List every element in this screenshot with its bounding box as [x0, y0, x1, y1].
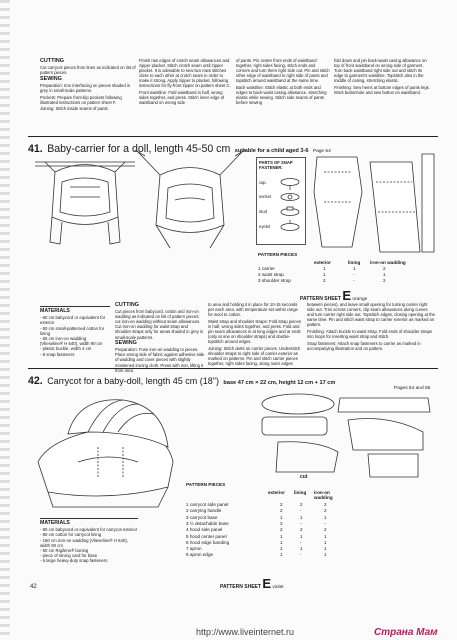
- table-cell: -: [300, 520, 302, 526]
- text-fusing: to area and holding it in place for 10-15 seconds per each area, with temperature set within range for wool to cotton.: [208, 302, 298, 318]
- col-41-mid: [208, 302, 303, 368]
- materials-title: MATERIALS: [40, 308, 70, 314]
- table-cell: 1: [300, 514, 303, 520]
- table-cell: -: [324, 520, 326, 526]
- pattern-table-41-title: PATTERN PIECES: [258, 252, 298, 257]
- table-cell: 1: [353, 266, 356, 271]
- table-row: 6 hood edge banding: [186, 539, 230, 545]
- text-casing: fold down and pin back-waist casing allowance on top of front waistband on wrong side of garment. Turn back waistband right side out and stitch its edge to garment's waistline. Topstitch also in the middle of casing, stretching elastic.: [334, 58, 427, 84]
- sheet-label: PATTERN SHEET: [300, 296, 341, 302]
- heading-cutting-41: CUTTING: [115, 302, 139, 308]
- materials-title: MATERIALS: [40, 520, 70, 526]
- table-cell: -: [353, 272, 355, 277]
- table-cell: -: [300, 539, 302, 545]
- material-item: - piece of strong card for base: [40, 553, 98, 559]
- material-item: - 80 cm babycord or equivalent for carrycot exterior: [40, 527, 138, 533]
- pattern-table-42-title: PATTERN PIECES: [186, 482, 226, 487]
- section-42-subtitle: base 47 cm × 22 cm, height 12 cm + 17 cm: [223, 380, 336, 386]
- snap-part-eyelet: eyelet: [259, 224, 271, 229]
- table-cell: 1: [324, 514, 327, 520]
- col-lining: lining: [294, 490, 307, 495]
- table-row: 7 apron: [186, 546, 202, 552]
- snap-fastener-box: [256, 157, 306, 245]
- pattern-sheet-41: [300, 288, 367, 303]
- snap-parts-icon: [275, 176, 305, 241]
- table-row: 1 carrycot side panel: [186, 502, 229, 507]
- section-41-subtitle: suitable for a child aged 3-6: [234, 148, 309, 154]
- table-cell: 2: [324, 527, 327, 533]
- sheet-letter: E: [262, 576, 271, 591]
- col-41-right: [307, 302, 435, 352]
- text-cutting: Cut carrycot pieces from linen as indicated on list of pattern pieces.: [40, 65, 136, 76]
- text-snap-fasteners: Snap fasteners: Attach snap fasteners to carrier as marked in accompanying illustration and on pattern.: [307, 340, 421, 351]
- col-exterior: exterior: [314, 260, 331, 265]
- col-41-cutting: [115, 302, 205, 374]
- sheet-letter: E: [342, 288, 351, 303]
- table-row: 2 carrying handle: [186, 508, 222, 514]
- material-item: - plastic buckle, width 4 cm: [40, 346, 92, 352]
- text-pockets: Pockets: Prepare front-bip pockets following illustrated instructions on pattern sheet F.: [40, 94, 122, 105]
- material-item: - 160 cm iron-on wadding (Vlieseline® H 640), width 90 cm: [40, 537, 128, 548]
- sheet-color: violet: [272, 585, 284, 590]
- row-name: 1 carrier: [258, 266, 275, 271]
- table-cell: 2: [324, 502, 327, 507]
- material-item: - 80 cm cotton for carrycot lining: [40, 532, 102, 538]
- table-cell: 1: [323, 266, 326, 271]
- sheet-color: orange: [352, 297, 368, 302]
- table-row: [258, 278, 291, 285]
- table-cell: 1: [300, 546, 303, 552]
- top-col-2: [139, 58, 233, 107]
- text-joining-41: Joining: Stitch darts on carrier pieces. Understitch shoulder straps to right side of carrier exterior as marked on patterns. Pin and stitch carrier pieces together, right sides facing, along outer edges: [208, 345, 301, 367]
- table-cell: 2: [383, 266, 386, 271]
- col-wadding: iron-on wadding: [370, 260, 406, 265]
- table-cell: 2: [323, 278, 326, 283]
- col-exterior: exterior: [268, 490, 285, 495]
- table-cell: -: [300, 508, 302, 514]
- pattern-sheet-42: [220, 576, 284, 591]
- table-cell: 2: [324, 508, 327, 514]
- top-col-4: [334, 58, 430, 97]
- top-col-3: [236, 58, 330, 107]
- table-cell: 1: [324, 552, 327, 558]
- table-row: 5 hood center panel: [186, 533, 227, 539]
- spiral-binding: [0, 0, 10, 640]
- table-cell: 1: [324, 546, 327, 552]
- text-finishing: Finishing: Sew hems at bottom edges of pants legs. Work buttonhole and sew button on waistband.: [334, 84, 430, 96]
- snap-part-stud: stud: [259, 209, 267, 214]
- materials-42: [40, 518, 138, 564]
- table-row: 8 apron edge: [186, 552, 214, 558]
- section-41-number: 41.: [28, 143, 43, 155]
- table-cell: 1: [280, 514, 283, 520]
- text-crotch: Finish raw edges of crotch seam allowances and zipper placket. Stitch crotch seam until zipper placket. It is advisable to sew two rows stitches close to each other at crotch seam in order to make it strong. Apply zipper to placket, following instructions for fly-front zipper on pattern sheet C.: [139, 58, 231, 89]
- text-back-waist: Back waistline: Stitch elastic at both ends and edges to back-waist casing allowance, stretching elastic while sewing. Stitch side seams of pants before sewing: [236, 84, 327, 106]
- text-waistband: of pants. Pin center front ends of waistband together, right sides facing, stitch ends and corners and turn them right side out. Pin and stitch other edge of waistband to right side of pants and topstitch around waistband at the same time.: [236, 58, 330, 84]
- table-cell: 1: [383, 272, 386, 277]
- table-row: 3 ½ detachable base: [186, 520, 229, 526]
- table-cell: 2: [280, 508, 283, 514]
- table-cell: 1: [280, 546, 283, 552]
- section-41-heading: Baby-carrier for a doll, length 45-50 cm: [47, 143, 231, 155]
- cut-label: cut: [300, 474, 308, 480]
- text-front-waist: Front waistline: Fold waistband in half, wrong sides together, and press. Stitch inner edge of waistband on wrong side: [139, 90, 225, 106]
- table-cell: 2: [383, 278, 386, 283]
- table-cell: -: [353, 278, 355, 283]
- material-item: - 60 cm small-patterned cotton for lining: [40, 325, 105, 336]
- watermark-brand: Страна Мам: [374, 627, 438, 638]
- table-cell: 2: [300, 527, 303, 533]
- pattern-shapes-41: [312, 152, 437, 262]
- section-42-title: [28, 368, 438, 389]
- heading-sewing: SEWING: [40, 75, 62, 82]
- text-preparation: Preparation: Iron interfacing on pieces shaded in grey in small-scale patterns.: [40, 82, 131, 93]
- col-wadding: iron-on wadding: [314, 490, 333, 500]
- row-name: 3 shoulder strap: [258, 278, 291, 283]
- table-cell: 2: [300, 502, 303, 507]
- table-cell: 1: [280, 539, 283, 545]
- table-cell: 2: [280, 527, 283, 533]
- sheet-label: PATTERN SHEET: [220, 584, 261, 590]
- baby-carrier-illustration-1: [30, 152, 140, 252]
- watermark-url[interactable]: http://www.liveinternet.ru: [196, 627, 295, 637]
- table-cell: 1: [280, 552, 283, 558]
- table-cell: 2: [280, 520, 283, 526]
- heading-cutting: CUTTING: [40, 58, 64, 64]
- table-cell: -: [300, 552, 302, 558]
- material-item: - 50 cm Rigilene® boning: [40, 548, 89, 554]
- material-item: - 65 cm iron-on wadding (Vlieseline® H 640), width 90 cm: [40, 336, 103, 347]
- material-item: - 8 snap fasteners: [40, 351, 75, 357]
- table-cell: 2: [280, 502, 283, 507]
- section-42-number: 42.: [28, 375, 43, 387]
- row-name: 2 waist strap: [258, 272, 284, 277]
- table-cell: 1: [280, 533, 283, 539]
- heading-sewing-41: SEWING: [115, 340, 137, 347]
- pattern-table-42: [186, 482, 386, 572]
- baby-carrier-illustration-2: [130, 150, 250, 250]
- section-42-heading: Carrycot for a baby-doll, length 45 cm (18"): [47, 376, 219, 386]
- text-waist-straps: Waist strap and shoulder straps: Fold strap pieces in half, wrong sides together, and press. Fold and pin seam allowances in at long edges and at ends (only at one on shoulder straps) and double-topstitch around edges.: [208, 318, 301, 345]
- snap-box-title: PARTS OF SNAP FASTENER:: [259, 160, 293, 170]
- table-row: 4 hood side panel: [186, 527, 223, 533]
- table-cell: 1: [323, 272, 326, 277]
- text-cutting-41: Cut pieces from babycord, cotton and iron-on wadding as indicated on list of pattern pieces; cut iron-on wadding without seam allowances. Cut iron-on wadding for waist strap and shoulder straps only for areas shaded in grey in small-scale patterns.: [115, 309, 204, 340]
- carrycot-pattern-shapes: [258, 392, 438, 482]
- text-turning: between pieces), and leave small opening for turning carrier right side out. Trim across corners, clip seam allowances along curves and turn carrier right side out. Topstitch edges, closing opening at the same time. Pin and stitch waist strap to carrier exterior as marked on pattern.: [307, 302, 435, 328]
- text-finishing-41: Finishing: Attach buckle to waist strap. Fold ends of shoulder straps into loops for inserting waist strap and stitch.: [307, 328, 432, 340]
- table-cell: 1: [324, 533, 327, 539]
- text-prep-41: Preparation: Fuse iron-on wadding to pieces. Place wrong side of fabric against adhesive side of wadding and cover pieces with slightly moistened ironing cloth. Press with iron, lifting it from area: [115, 347, 205, 373]
- material-item: - 60 cm babycord or equivalent for exterior: [40, 315, 106, 326]
- table-cell: 1: [300, 533, 303, 539]
- snap-part-socket: socket: [259, 194, 272, 199]
- table-row: 3 carrycot base: [186, 514, 218, 520]
- material-item: - 6 large heavy-duty snap fasteners: [40, 558, 108, 564]
- snap-part-cap: cap: [259, 180, 266, 185]
- table-cell: 1: [324, 539, 327, 545]
- page-number: 42: [30, 584, 37, 590]
- col-lining: lining: [348, 260, 361, 265]
- text-joining: Joining: Stitch inside seams of pants.: [40, 106, 109, 112]
- carrycot-illustration: [28, 392, 178, 522]
- top-col-1: [40, 58, 136, 113]
- materials-41: [40, 306, 110, 357]
- section-41-page-ref: Page 54: [312, 149, 331, 154]
- section-42-pages-ref: Pages 54 and 56: [394, 386, 431, 391]
